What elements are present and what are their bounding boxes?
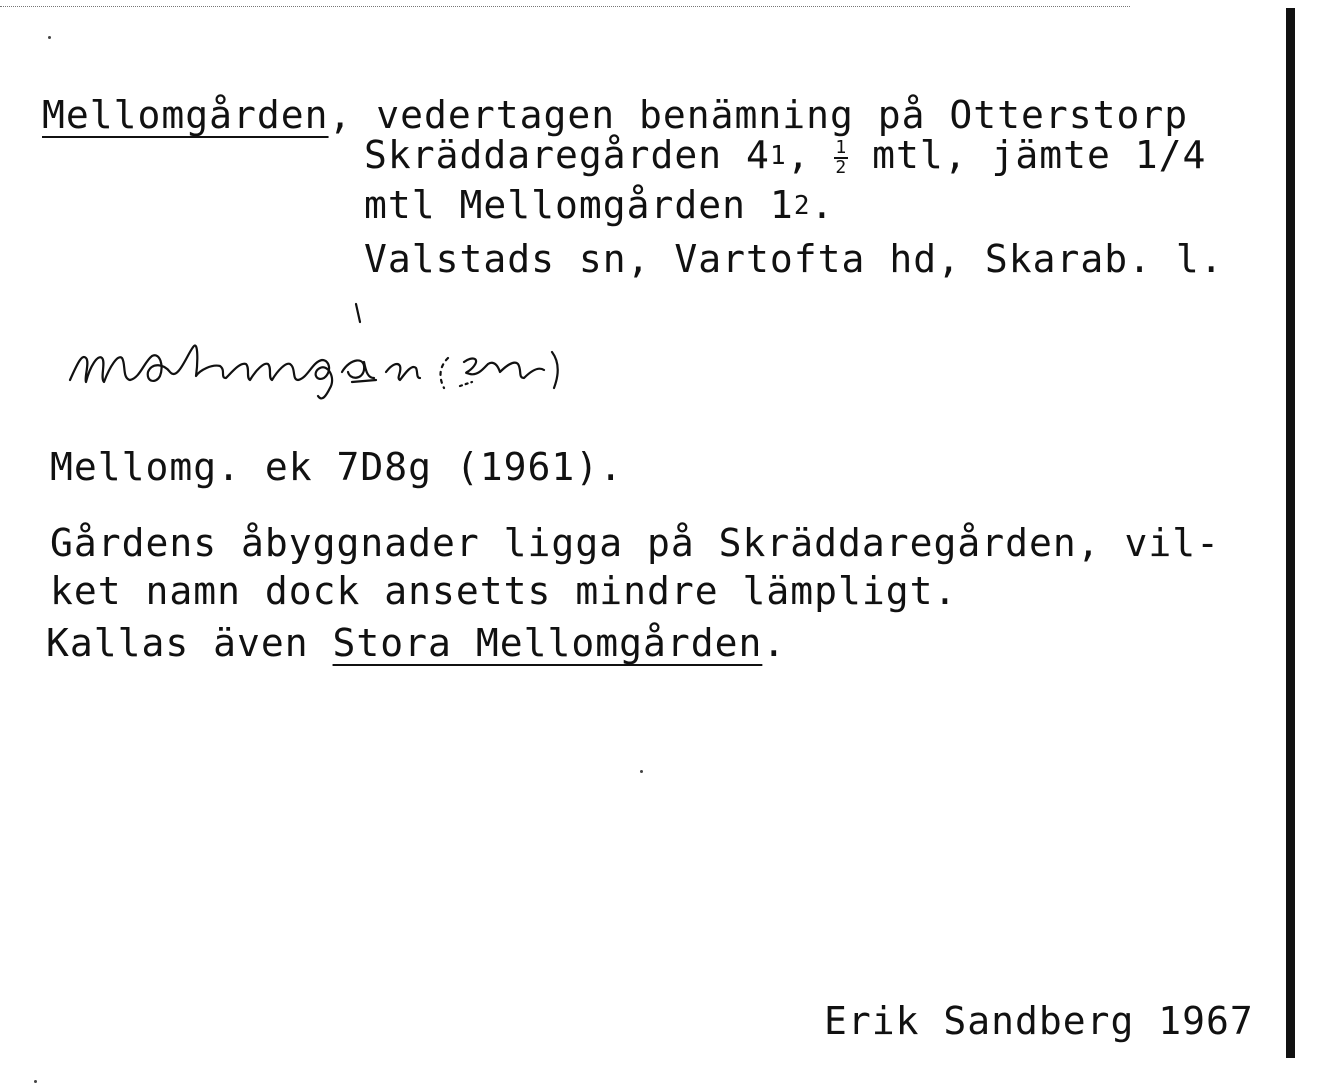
- header-line-4: Valstads sn, Vartofta hd, Skarab. l.: [364, 237, 1224, 281]
- note-line-3-period: .: [762, 621, 787, 665]
- header-line-3: [364, 183, 835, 227]
- superscript: 2: [793, 191, 811, 221]
- speck: [48, 36, 51, 39]
- speck: [34, 1080, 37, 1083]
- handwritten-text: [60, 292, 69, 293]
- superscript: 1: [769, 141, 787, 171]
- economic-map-reference: Mellomg. ek 7D8g (1961).: [50, 445, 624, 489]
- speck: [640, 770, 643, 773]
- alternate-name: Stora Mellomgården: [332, 621, 763, 665]
- fraction: [834, 136, 848, 178]
- header-line-1-rest: , vedertagen benämning på Otterstorp: [328, 93, 1189, 137]
- fraction-denominator: 2: [835, 156, 848, 178]
- note-line-3-text: Kallas även: [46, 621, 333, 665]
- signature: Erik Sandberg 1967: [824, 999, 1254, 1043]
- fraction-numerator: 1: [835, 136, 848, 158]
- header-line-2: [364, 133, 1207, 178]
- headword: Mellomgården: [42, 93, 329, 137]
- card-top-edge: [0, 6, 1130, 7]
- header-line-2-text: Skräddaregården 4: [364, 133, 770, 177]
- note-line-3: [46, 621, 787, 665]
- header-line-2-comma: ,: [786, 133, 811, 177]
- header-line-1: [42, 93, 1189, 137]
- header-line-2-rest: mtl, jämte 1/4: [848, 133, 1207, 177]
- note-line-2: ket namn dock ansetts mindre lämpligt.: [50, 569, 958, 613]
- card-right-border: [1286, 8, 1295, 1058]
- handwritten-pronunciation: [60, 292, 820, 412]
- handwriting-drawing: [60, 292, 820, 412]
- note-line-1: Gårdens åbyggnader ligga på Skräddaregården, vil-: [50, 521, 1221, 565]
- header-line-3-text: mtl Mellomgården 1: [364, 183, 794, 227]
- header-line-3-period: .: [810, 183, 835, 227]
